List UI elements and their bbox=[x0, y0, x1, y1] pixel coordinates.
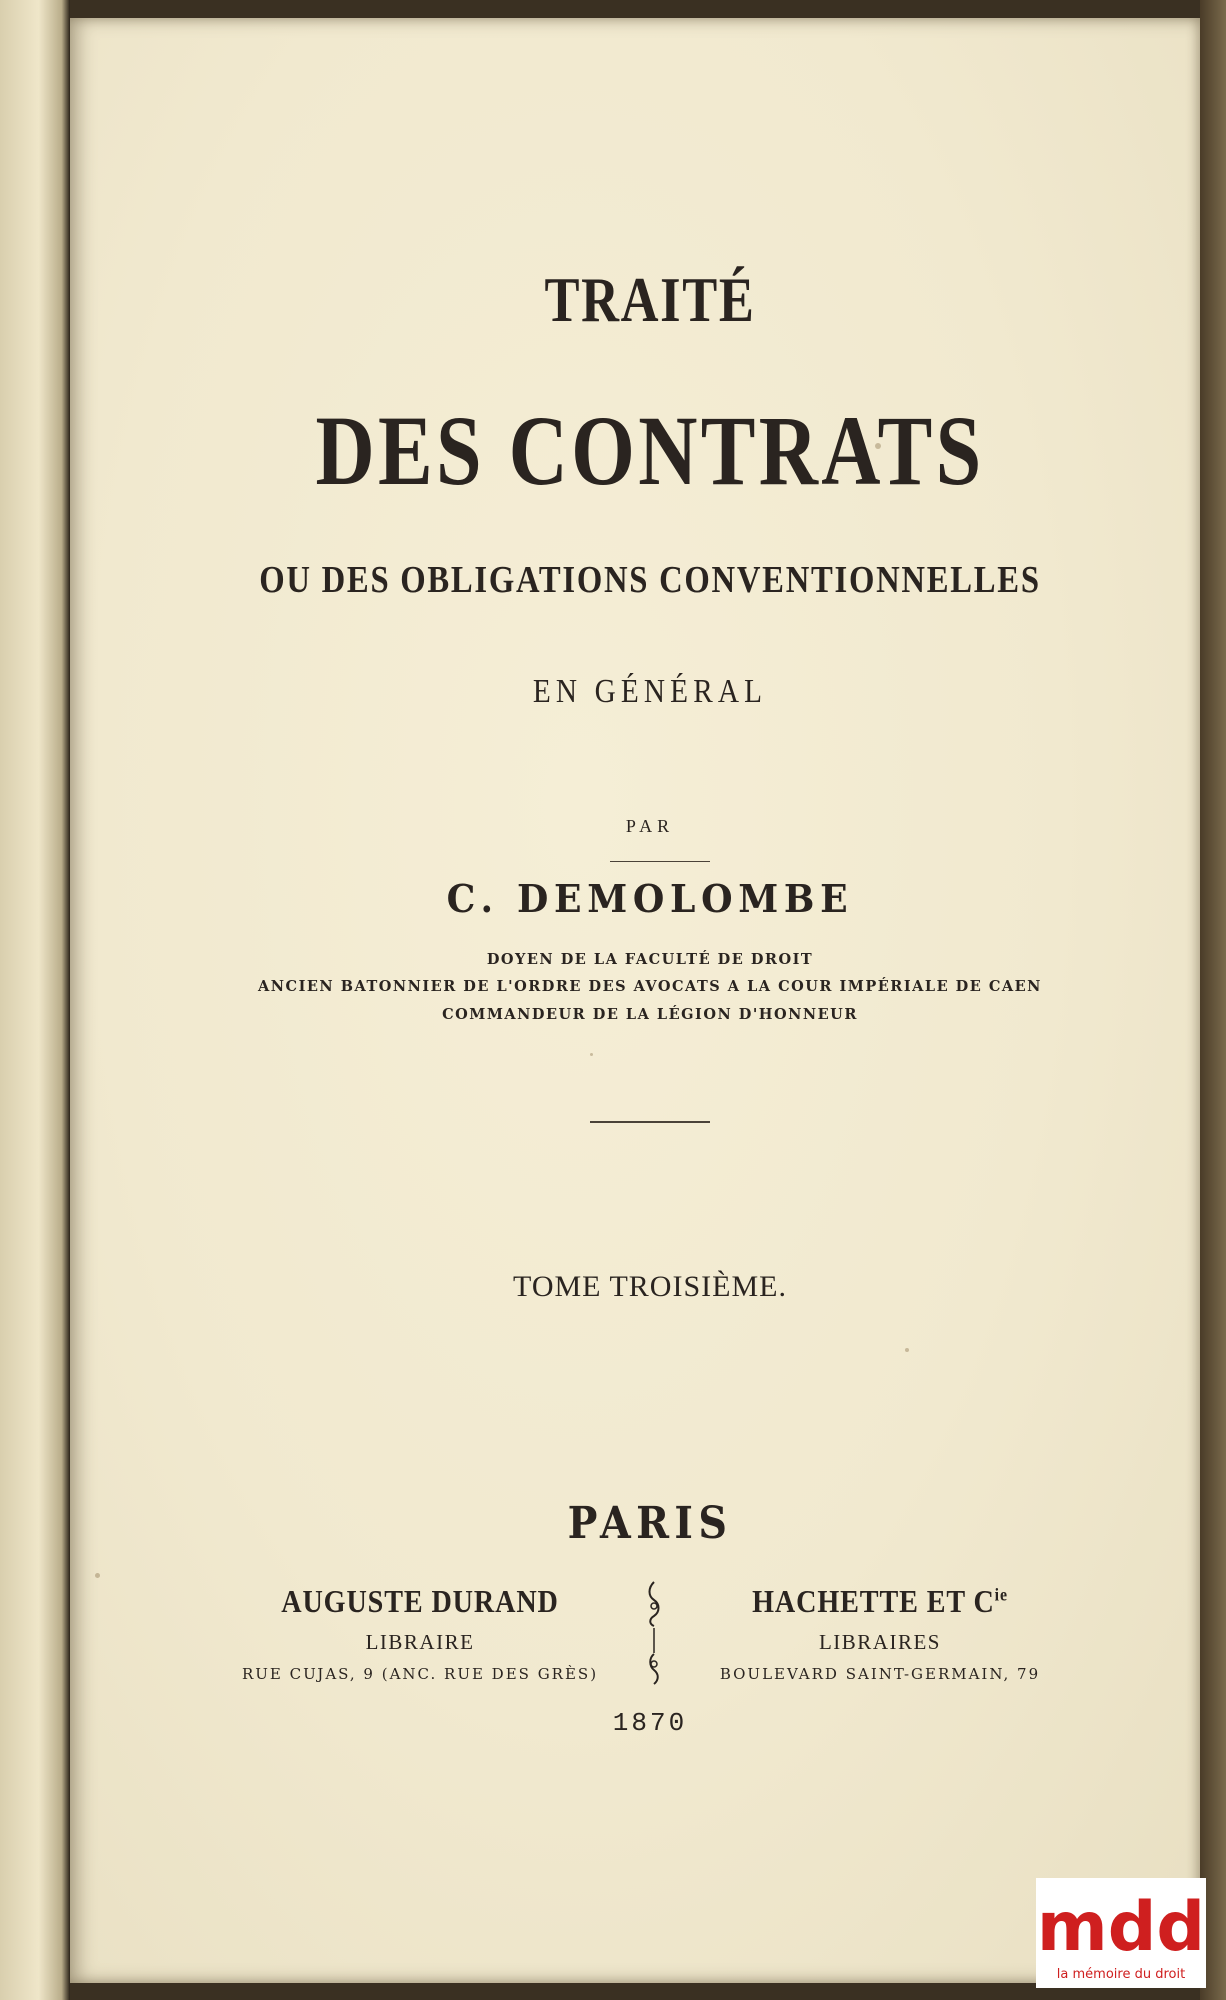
publisher-address: RUE CUJAS, 9 (ANC. RUE DES GRÈS) bbox=[241, 1665, 599, 1683]
paper-spot bbox=[95, 1573, 100, 1578]
right-scan-edge bbox=[1200, 0, 1226, 2000]
publisher-name: HACHETTE ET $C^{ie}$ bbox=[752, 1583, 1008, 1619]
publisher-right bbox=[650, 1583, 1110, 1683]
divider-rule-short bbox=[610, 861, 710, 862]
author-credential: COMMANDEUR DE LA LÉGION D'HONNEUR bbox=[442, 1006, 858, 1023]
paper-spot bbox=[905, 1348, 909, 1352]
publication-year: 1870 bbox=[612, 1708, 688, 1738]
author-credential: DOYEN DE LA FACULTÉ DE DROIT bbox=[486, 951, 814, 968]
title-line-2: DES CONTRATS bbox=[315, 395, 985, 506]
publisher-role: LIBRAIRE bbox=[365, 1630, 475, 1654]
subtitle-line-1: OU DES OBLIGATIONS CONVENTIONNELLES bbox=[259, 559, 1041, 601]
publication-place: PARIS bbox=[567, 1498, 733, 1549]
logo-tagline: la mémoire du droit bbox=[1056, 1967, 1186, 1982]
paper-spot bbox=[590, 1053, 593, 1056]
publisher-name: AUGUSTE DURAND bbox=[281, 1583, 559, 1619]
publisher-role: LIBRAIRES bbox=[818, 1630, 941, 1654]
left-page-edge bbox=[0, 0, 70, 2000]
title-page bbox=[70, 18, 1200, 1983]
publisher-address: BOULEVARD SAINT-GERMAIN, 79 bbox=[719, 1665, 1041, 1683]
publisher-name-superscript: ie bbox=[994, 1584, 1008, 1605]
mdd-logo-icon bbox=[1036, 1878, 1206, 1988]
author-credential: ANCIEN BATONNIER DE L'ORDRE DES AVOCATS A LA COUR IMPÉRIALE DE CAEN bbox=[258, 978, 1042, 995]
author-name: C. DEMOLOMBE bbox=[446, 876, 854, 921]
volume-label: TOME TROISIÈME. bbox=[513, 1270, 787, 1303]
publisher-left bbox=[190, 1583, 650, 1683]
title-line-1: TRAITÉ bbox=[544, 264, 756, 335]
by-word: PAR bbox=[625, 816, 675, 836]
logo-mark: mdd bbox=[1036, 1888, 1206, 1967]
subtitle-line-2: EN GÉNÉRAL bbox=[532, 673, 768, 710]
divider-rule bbox=[590, 1121, 710, 1123]
